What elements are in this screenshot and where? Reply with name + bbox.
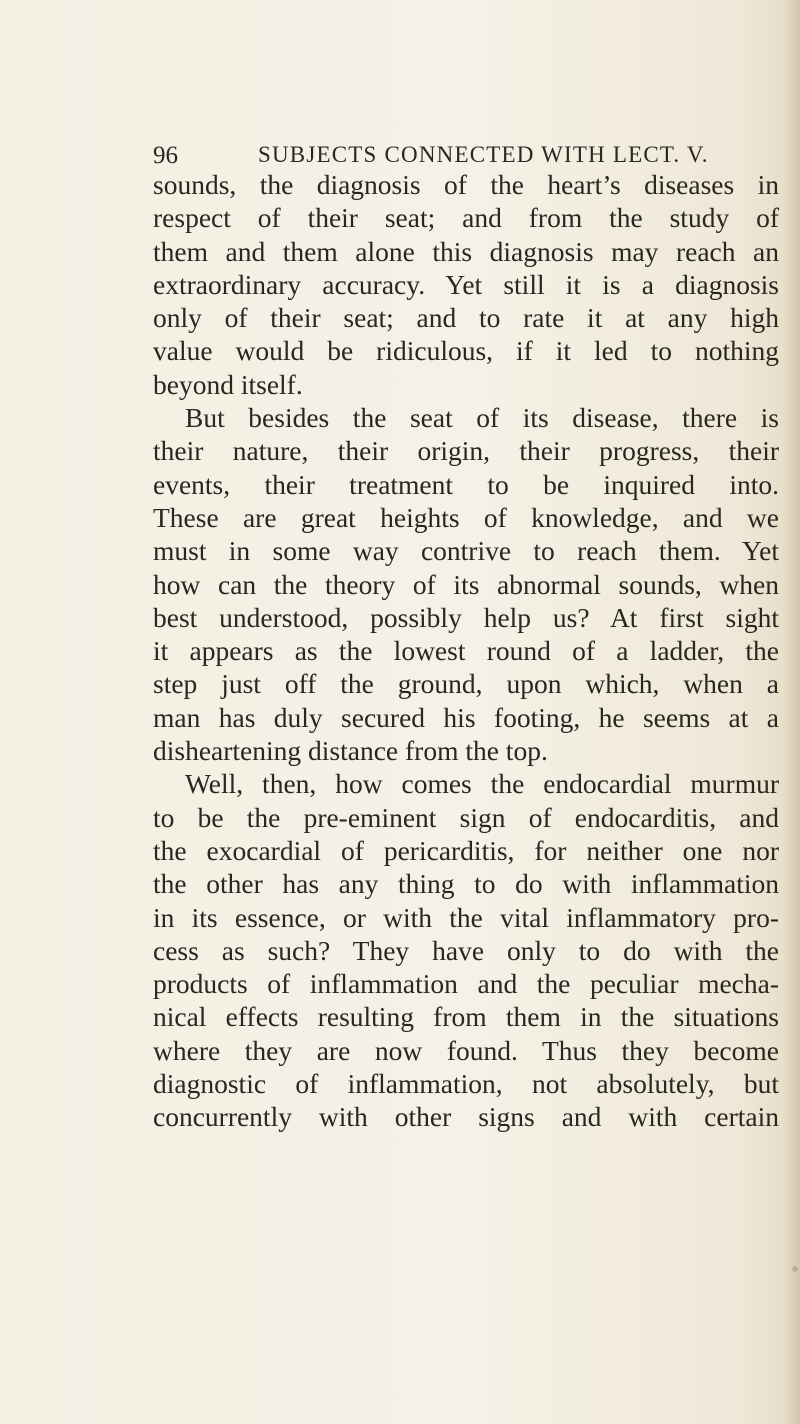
text-line: But besides the seat of its disease, there is xyxy=(185,402,779,434)
text-line: how can the theory of its abnormal sounds, when xyxy=(153,568,779,600)
text-line: cess as such? They have only to do with the xyxy=(153,934,779,966)
text-line: diagnostic of inflammation, not absolutely, but xyxy=(153,1068,779,1100)
text-line: sounds, the diagnosis of the heart’s diseases in xyxy=(153,169,779,200)
text-line: These are great heights of knowledge, and we xyxy=(153,501,779,533)
text-line: disheartening distance from the top. xyxy=(153,735,548,767)
text-line: where they are now found. Thus they become xyxy=(153,1034,779,1066)
text-line: step just off the ground, upon which, when a xyxy=(153,668,779,700)
text-line: beyond itself. xyxy=(153,368,303,400)
text-line: only of their seat; and to rate it at any high xyxy=(153,302,779,334)
paper-smudge xyxy=(792,1266,798,1272)
text-line: it appears as the lowest round of a ladder, the xyxy=(153,635,779,667)
body-text xyxy=(153,168,779,1134)
text-line: respect of their seat; and from the study of xyxy=(153,202,779,234)
text-line: concurrently with other signs and with certain xyxy=(153,1101,779,1133)
running-head: SUBJECTS CONNECTED WITH LECT. V. xyxy=(258,142,709,167)
page-number: 96 xyxy=(153,142,178,169)
text-line: best understood, possibly help us? At first sight xyxy=(153,601,779,633)
text-line: man has duly secured his footing, he seems at a xyxy=(153,701,779,733)
page-edge-shadow xyxy=(782,0,800,1424)
text-line: the exocardial of pericarditis, for neither one nor xyxy=(153,834,779,866)
text-line: products of inflammation and the peculiar mecha- xyxy=(153,968,779,1000)
text-line: their nature, their origin, their progress, their xyxy=(153,435,779,467)
text-line: must in some way contrive to reach them. Yet xyxy=(153,535,779,567)
text-line: extraordinary accuracy. Yet still it is a diagnosis xyxy=(153,268,779,300)
text-line: events, their treatment to be inquired into. xyxy=(153,468,779,500)
text-line: Well, then, how comes the endocardial murmur xyxy=(185,768,779,800)
text-line: nical effects resulting from them in the situations xyxy=(153,1001,779,1033)
text-line: value would be ridiculous, if it led to nothing xyxy=(153,335,779,367)
text-line: in its essence, or with the vital inflammatory pro- xyxy=(153,901,779,933)
text-line: them and them alone this diagnosis may reach an xyxy=(153,235,779,267)
text-line: to be the pre-eminent sign of endocarditis, and xyxy=(153,801,779,833)
text-line: the other has any thing to do with inflammation xyxy=(153,868,779,900)
